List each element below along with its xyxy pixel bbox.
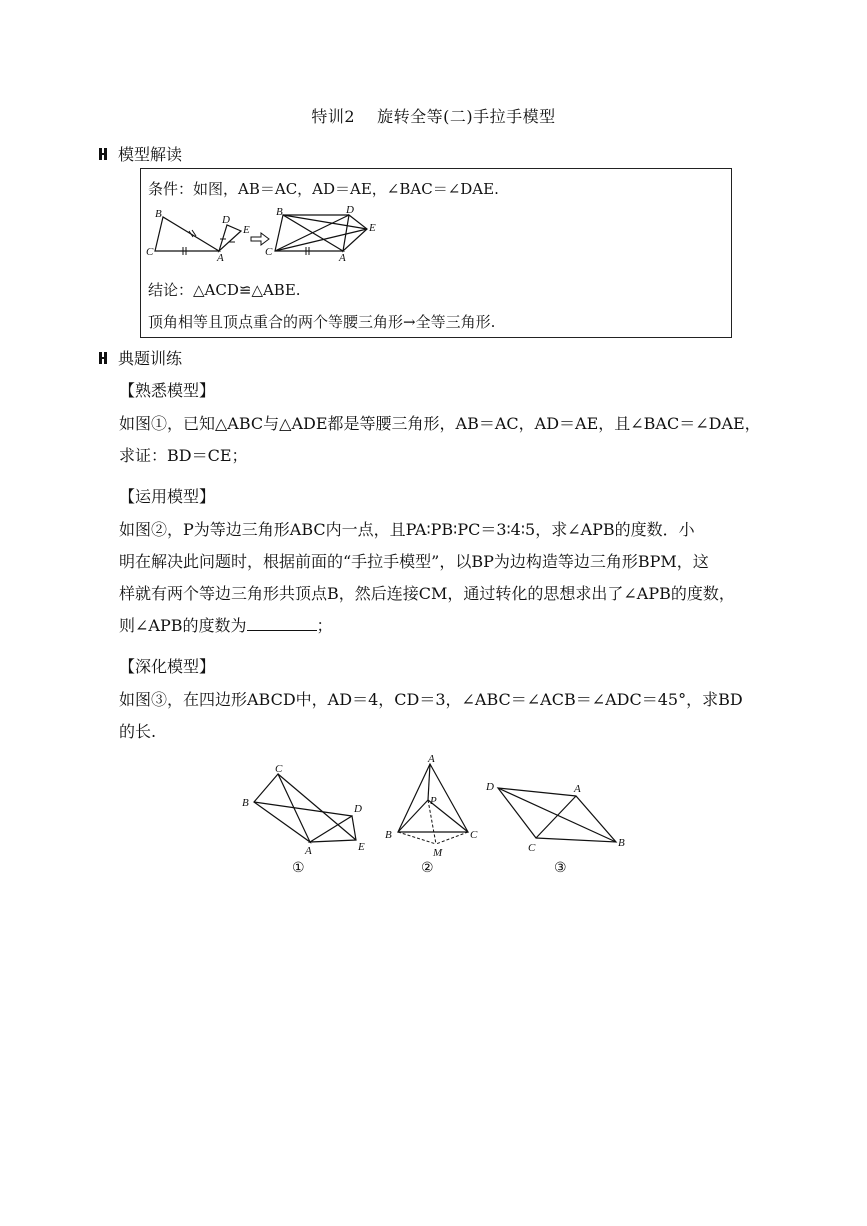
svg-text:B: B: [276, 206, 283, 218]
svg-text:D: D: [346, 204, 354, 216]
svg-text:C: C: [275, 763, 283, 775]
svg-text:C: C: [146, 246, 154, 258]
familiar-problem: [119, 408, 779, 472]
svg-text:D: D: [486, 781, 494, 793]
section-label: 典题训练: [118, 349, 183, 368]
figure-3: [485, 781, 625, 876]
svg-text:A: A: [305, 845, 312, 857]
section-label: 模型解读: [118, 145, 183, 164]
svg-text:E: E: [243, 224, 250, 236]
text-line: 求证：BD＝CE；: [119, 446, 248, 465]
svg-text:P: P: [430, 795, 437, 807]
deepen-problem: [119, 684, 779, 748]
svg-text:B: B: [618, 837, 625, 849]
page-title: 特训2 旋转全等(二)手拉手模型: [311, 107, 556, 126]
text-line: 如图②，P为等边三角形ABC内一点，且PA∶PB∶PC＝3∶4∶5，求∠APB的度数．小: [119, 520, 695, 539]
svg-text:C: C: [528, 842, 536, 854]
condition-text: 条件：如图，AB＝AC，AD＝AE，∠BAC＝∠DAE.: [148, 180, 499, 198]
model-diagram: [143, 203, 393, 265]
model-box: [140, 168, 732, 338]
section-marker-icon: [98, 351, 112, 365]
svg-text:E: E: [369, 222, 376, 234]
text-line: 如图③，在四边形ABCD中，AD＝4，CD＝3，∠ABC＝∠ACB＝∠ADC＝45°，求BD: [119, 690, 743, 709]
svg-text:E: E: [358, 841, 365, 853]
figure-caption: ②: [421, 861, 434, 876]
section-model-interpretation: [98, 142, 182, 165]
svg-text:M: M: [433, 847, 443, 859]
figure-caption: ①: [292, 861, 305, 876]
svg-text:D: D: [222, 214, 230, 226]
familiar-heading: 【熟悉模型】: [119, 381, 216, 400]
text-line: 如图①，已知△ABC与△ADE都是等腰三角形，AB＝AC，AD＝AE，且∠BAC＝∠DAE，: [119, 414, 761, 433]
svg-text:D: D: [354, 803, 362, 815]
deepen-heading: 【深化模型】: [119, 657, 216, 676]
svg-text:B: B: [385, 829, 392, 841]
svg-text:B: B: [242, 797, 249, 809]
svg-text:A: A: [428, 753, 435, 765]
figures: [230, 752, 650, 882]
text-line: 则∠APB的度数为 ；: [119, 616, 333, 635]
section-typical-exercises: [98, 346, 182, 369]
answer-blank: [247, 616, 317, 631]
summary-text: 顶角相等且顶点重合的两个等腰三角形→全等三角形.: [148, 313, 496, 331]
figure-1: [242, 763, 365, 876]
section-marker-icon: [98, 147, 112, 161]
svg-text:B: B: [155, 208, 162, 220]
text-line: 样就有两个等边三角形共顶点B，然后连接CM，通过转化的思想求出了∠APB的度数，: [119, 584, 735, 603]
svg-text:A: A: [574, 783, 581, 795]
apply-problem: [119, 514, 779, 642]
svg-text:A: A: [339, 252, 346, 264]
svg-text:C: C: [265, 246, 273, 258]
text-line: 明在解决此问题时，根据前面的“手拉手模型”，以BP为边构造等边三角形BPM，这: [119, 552, 709, 571]
conclusion-text: 结论：△ACD≌△ABE.: [148, 281, 301, 299]
svg-text:C: C: [470, 829, 478, 841]
svg-text:A: A: [217, 252, 224, 264]
figure-2: [385, 753, 478, 876]
figure-caption: ③: [554, 861, 567, 876]
apply-heading: 【运用模型】: [119, 487, 216, 506]
text-line: 的长.: [119, 722, 157, 741]
